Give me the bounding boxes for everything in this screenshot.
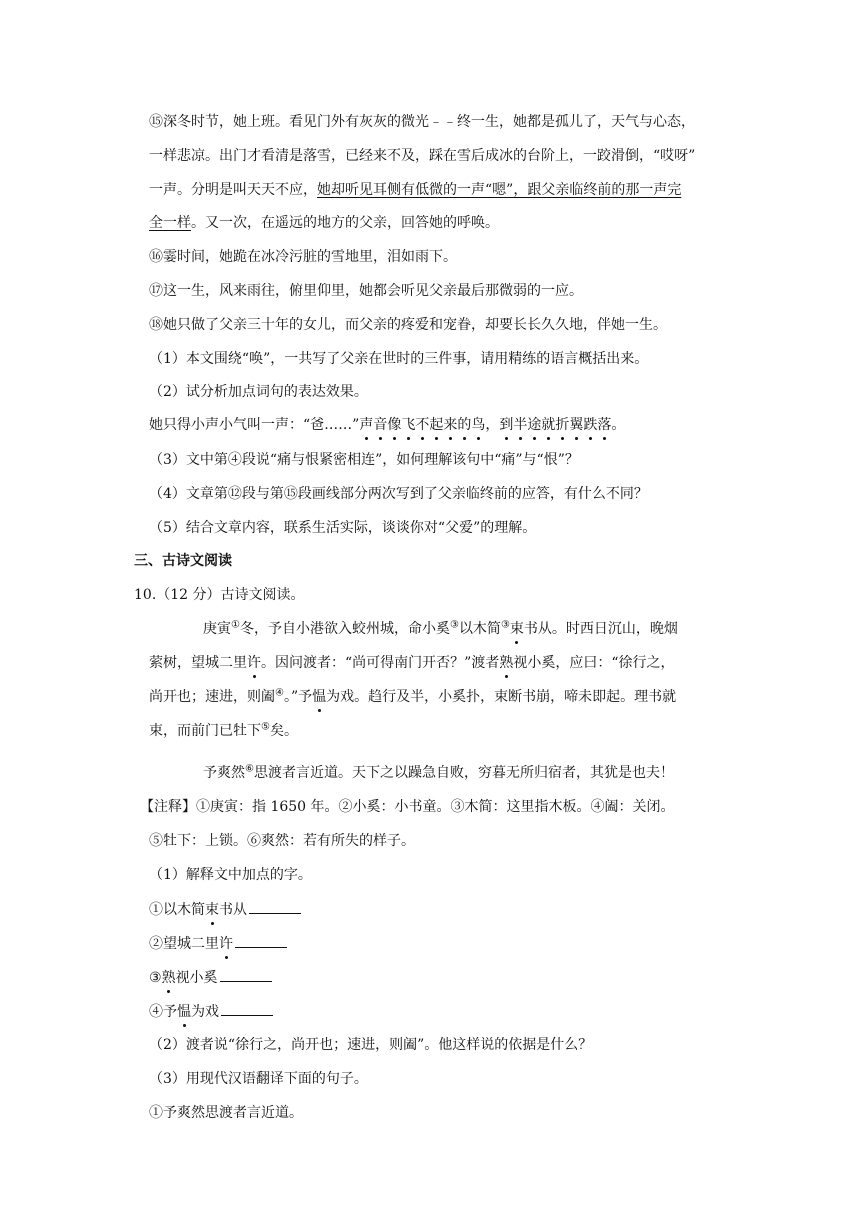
- answer-blank[interactable]: [221, 1001, 273, 1016]
- word-item-4: [149, 1001, 273, 1022]
- dotted-char: 翼: [569, 417, 584, 433]
- question-9-5: （5）结合文章内容，联系生活实际，谈谈你对“父爱”的理解。: [149, 520, 537, 536]
- word-text: 为戏: [191, 1004, 219, 1020]
- passage-line-3: [149, 687, 676, 707]
- para-15-text: 一声。分明是叫天天不应，: [149, 182, 317, 198]
- word-text: ①以木简: [149, 902, 205, 918]
- passage-text: 以木简: [458, 621, 501, 637]
- dotted-char: 音: [373, 417, 388, 433]
- dotted-char: 半: [513, 417, 528, 433]
- passage-text: 尚开也；速进，则阖: [149, 689, 275, 705]
- para-17: ⑰这一生，风来雨往，俯里仰里，她都会听见父亲最后那微弱的一应。: [149, 283, 583, 299]
- notes-line-1: 【注释】①庚寅：指 1650 年。②小奚：小书童。③木简：这里指木板。④阖：关闭。: [140, 799, 675, 815]
- para-15-line-1: ⑮深冬时节，她上班。看见门外有灰灰的微光﹣﹣终一生，她都是孤儿了，天气与心态，: [149, 114, 695, 130]
- dotted-char: 飞: [401, 417, 416, 433]
- dotted-char: 声: [359, 417, 374, 433]
- dotted-phrase-2: [499, 417, 611, 433]
- dotted-char: 起: [429, 417, 444, 433]
- dotted-char: 来: [443, 417, 458, 433]
- dotted-quote: [149, 415, 625, 435]
- question-9-4: （4）文章第⑫段与第⑮段画线部分两次写到了父亲临终前的应答，有什么不同？: [149, 486, 648, 502]
- section-3-title: 三、古诗文阅读: [134, 553, 232, 569]
- question-10-2: （2）渡者说“徐行之，尚开也；速进，则阖”。他这样说的依据是什么？: [149, 1037, 593, 1053]
- question-9-2: （2）试分析加点词句的表达效果。: [149, 384, 368, 400]
- underlined-sentence-end: 全一样: [149, 215, 191, 231]
- dotted-char: 不: [415, 417, 430, 433]
- dotted-char: 束: [205, 902, 219, 918]
- answer-blank[interactable]: [220, 967, 272, 982]
- passage-text: 为戏。趋行及半，小奚扑，束断书崩，啼未即起。理书就: [326, 689, 677, 705]
- answer-blank[interactable]: [249, 899, 301, 914]
- dotted-char: 愠: [177, 1004, 191, 1020]
- passage-text: 庚寅: [203, 621, 231, 637]
- footnote-mark: ③: [449, 619, 459, 631]
- passage-text: 思渡者言近道。天下之以躁急自败，穷暮无所归宿者，其犹是也夫！: [253, 765, 674, 781]
- para-16: ⑯霎时间，她跪在冰冷污脏的雪地里，泪如雨下。: [149, 249, 457, 265]
- footnote-mark: ⑥: [245, 763, 254, 775]
- passage-line-1: [203, 619, 678, 639]
- para-15-line-2: 一样悲凉。出门才看清是落雪，已经来不及，踩在雪后成冰的台阶上，一跤滑倒，“哎呀”: [149, 148, 696, 164]
- word-item-3: [149, 967, 272, 988]
- passage-text: 。因问渡者：“尚可得南门开否？”渡者: [261, 655, 500, 671]
- para-15-text-end: 。又一次，在遥远的地方的父亲，回答她的呼唤。: [191, 215, 499, 231]
- passage-text: 视小奚，应曰：“徐行之，: [513, 655, 675, 671]
- question-10-head: 10.（12 分）古诗文阅读。: [134, 587, 305, 603]
- footnote-mark: ①: [231, 619, 240, 631]
- dotted-char: 熟: [499, 655, 514, 671]
- para-18: ⑱她只做了父亲三十年的女儿，而父亲的疼爱和宠眷，却要长长久久地，伴她一生。: [149, 317, 667, 333]
- para-15-line-3: [149, 180, 681, 200]
- dotted-char: 跌: [583, 417, 598, 433]
- dotted-char: 鸟: [471, 417, 486, 433]
- passage-para-2: [203, 763, 674, 783]
- footnote-mark: ④: [275, 687, 284, 699]
- word-text: 书从: [219, 902, 247, 918]
- question-10-1: （1）解释文中加点的字。: [149, 867, 312, 883]
- passage-line-4: [149, 721, 298, 741]
- quote-text: 她只得小声小气叫一声：“爸……”: [149, 417, 360, 433]
- dotted-char: 许: [219, 936, 233, 952]
- word-text: ③: [149, 970, 162, 986]
- word-item-2: [149, 933, 287, 954]
- dotted-char: 落: [597, 417, 612, 433]
- notes-line-2: ⑤牡下：上锁。⑥爽然：若有所失的样子。: [149, 833, 415, 849]
- passage-text: 书从。时西日沉山，晚烟: [523, 621, 678, 637]
- question-10-3: （3）用现代汉语翻译下面的句子。: [149, 1071, 368, 1087]
- answer-blank[interactable]: [235, 933, 287, 948]
- dotted-phrase-1: [359, 417, 485, 433]
- question-9-1: （1）本文围绕“唤”，一共写了父亲在世时的三件事，请用精练的语言概括出来。: [149, 351, 649, 367]
- dotted-char: 熟: [161, 970, 176, 986]
- passage-text: 。”予: [283, 689, 313, 705]
- dotted-char: 束: [509, 621, 524, 637]
- word-text: ④予: [149, 1004, 177, 1020]
- dotted-char: 像: [387, 417, 402, 433]
- dotted-char: 愠: [312, 689, 327, 705]
- question-10-3-1: ①予爽然思渡者言近道。: [149, 1105, 303, 1121]
- passage-text: 冬，予自小港欲入蛟州城，命小奚: [239, 621, 450, 637]
- quote-period: 。: [611, 417, 626, 433]
- word-text: 视小奚: [175, 970, 218, 986]
- footnote-mark: ⑤: [261, 721, 270, 733]
- question-9-3: （3）文中第④段说“痛与恨紧密相连”，如何理解该句中“痛”与“恨”？: [149, 452, 579, 468]
- dotted-char: 的: [457, 417, 472, 433]
- passage-line-2: [149, 653, 675, 673]
- passage-text: 予爽然: [203, 765, 245, 781]
- passage-text: 束，而前门已牡下: [149, 723, 261, 739]
- passage-text: 萦树，望城二里: [149, 655, 247, 671]
- dotted-char: 折: [555, 417, 570, 433]
- dotted-char: 就: [541, 417, 556, 433]
- underlined-sentence: 她却听见耳侧有低微的一声“嗯”，跟父亲临终前的那一声完: [317, 182, 682, 198]
- dotted-char: 许: [247, 655, 261, 671]
- dotted-char: 到: [499, 417, 514, 433]
- quote-comma: ，: [485, 417, 500, 433]
- word-item-1: [149, 899, 301, 920]
- word-text: ②望城二里: [149, 936, 219, 952]
- footnote-mark: ③: [500, 619, 510, 631]
- dotted-char: 途: [527, 417, 542, 433]
- passage-text: 矣。: [269, 723, 298, 739]
- para-15-line-4: [149, 213, 499, 233]
